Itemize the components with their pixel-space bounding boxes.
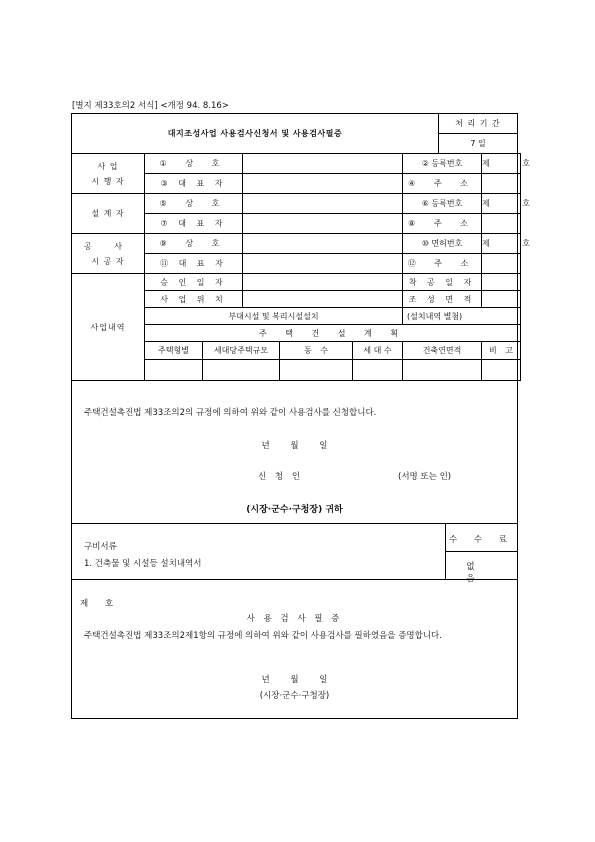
declaration-statement: 주택건설촉진법 제33조의2의 규정에 의하여 위와 같이 사용검사를 신청합니다. (84, 408, 377, 418)
business-group-label: 사업내역 (72, 274, 145, 381)
title-section (72, 114, 517, 154)
certificate-issuer: (시장·군수·구청장) (259, 691, 330, 701)
fee-divider (446, 551, 517, 552)
declaration-date: 년 월 일 (261, 441, 328, 451)
contractor-group-line2: 시 공 자 (91, 256, 125, 266)
addressee: (시장·군수·구청장) 귀하 (246, 505, 343, 515)
start-date-label: 착 공 일 자 (403, 274, 482, 291)
processing-period-value: 7 일 (439, 134, 518, 154)
contractor-license-field[interactable]: 제 호 (482, 234, 521, 254)
designer-name-label: ⑤ 상 호 (145, 194, 243, 214)
contractor-rep-label: ⑪ 대 표 자 (145, 254, 243, 274)
certificate-section (72, 580, 517, 720)
location-field[interactable] (243, 291, 403, 308)
certificate-body: 주택건설촉진법 제33조의2제1항의 규정에 의하여 위와 같이 사용검사를 필하였음을 증명합니다. (84, 631, 442, 641)
processing-period-label: 처 리 기 간 (439, 114, 518, 134)
fee-box (445, 524, 517, 584)
parties-section (72, 153, 531, 393)
contractor-name-field[interactable] (243, 234, 403, 254)
household-count-field[interactable] (353, 360, 403, 381)
owner-name-field[interactable] (243, 154, 403, 174)
owner-group-line2: 시 행 자 (91, 176, 125, 186)
fee-label: 수 수 료 (448, 535, 515, 545)
designer-reg-label: ⑥ 등록번호 (403, 194, 482, 214)
housing-type-field[interactable] (145, 360, 203, 381)
applicant-label: 신 청 인 (258, 472, 301, 482)
owner-rep-field[interactable] (243, 174, 403, 194)
required-document-item: 1. 건축물 및 시설등 설치내역서 (84, 559, 202, 569)
designer-reg-field[interactable]: 제 호 (482, 194, 521, 214)
contractor-group-line1: 공 사 (84, 241, 132, 251)
contractor-name-label: ⑨ 상 호 (145, 234, 243, 254)
facilities-label: 부대시설 및 복리시설설치 (145, 308, 403, 325)
building-count-field[interactable] (280, 360, 353, 381)
owner-addr-label: ④ 주 소 (403, 174, 482, 194)
owner-reg-field[interactable]: 제 호 (482, 154, 521, 174)
required-documents-title: 구비서류 (84, 542, 117, 552)
certificate-number-label: 제 호 (80, 599, 114, 609)
owner-group-label (72, 154, 145, 194)
start-date-field[interactable] (482, 274, 521, 291)
designer-addr-label: ⑧ 주 소 (403, 214, 482, 234)
contractor-license-label: ⑩ 면허번호 (403, 234, 482, 254)
form-number-note: [별지 제33호의2 서식] <개정 94. 8.16> (72, 101, 229, 111)
designer-addr-field[interactable] (482, 214, 521, 234)
contractor-rep-field[interactable] (243, 254, 403, 274)
col-household-count: 세 대 수 (353, 342, 403, 360)
facilities-note: (설치내역 별첨) (403, 308, 521, 325)
owner-reg-label: ② 등록번호 (403, 154, 482, 174)
certificate-title: 사 용 검 사 필 증 (246, 614, 343, 624)
application-form (71, 113, 531, 719)
col-unit-size: 세대당주택규모 (203, 342, 280, 360)
housing-plan-label: 주 택 건 설 계 획 (145, 325, 521, 342)
owner-group-line1: 사 업 (97, 161, 119, 171)
area-field[interactable] (482, 291, 521, 308)
signature-note: (서명 또는 인) (398, 472, 452, 482)
designer-name-field[interactable] (243, 194, 403, 214)
certificate-date: 년 월 일 (261, 675, 328, 685)
form-title: 대지조성사업 사용검사신청서 및 사용검사필증 (72, 114, 439, 154)
unit-size-field[interactable] (203, 360, 280, 381)
owner-addr-field[interactable] (482, 174, 521, 194)
col-total-floor-area: 건축연면적 (403, 342, 482, 360)
designer-rep-field[interactable] (243, 214, 403, 234)
total-floor-area-field[interactable] (403, 360, 482, 381)
approval-date-field[interactable] (243, 274, 403, 291)
col-building-count: 동 수 (280, 342, 353, 360)
required-documents-section (72, 524, 517, 584)
declaration-section (72, 392, 517, 524)
fee-value: 없 음 (466, 562, 497, 584)
owner-name-label: ① 상 호 (145, 154, 243, 174)
col-remarks: 비 고 (482, 342, 521, 360)
contractor-group-label (72, 234, 145, 274)
approval-date-label: 승 인 일 자 (145, 274, 243, 291)
contractor-addr-label: ⑫ 주 소 (403, 254, 482, 274)
owner-rep-label: ③ 대 표 자 (145, 174, 243, 194)
col-housing-type: 주택형별 (145, 342, 203, 360)
designer-rep-label: ⑦ 대 표 자 (145, 214, 243, 234)
designer-group-label: 설 계 자 (72, 194, 145, 234)
location-label: 사 업 위 치 (145, 291, 243, 308)
remarks-field[interactable] (482, 360, 521, 381)
contractor-addr-field[interactable] (482, 254, 521, 274)
area-label: 조 성 면 적 (403, 291, 482, 308)
